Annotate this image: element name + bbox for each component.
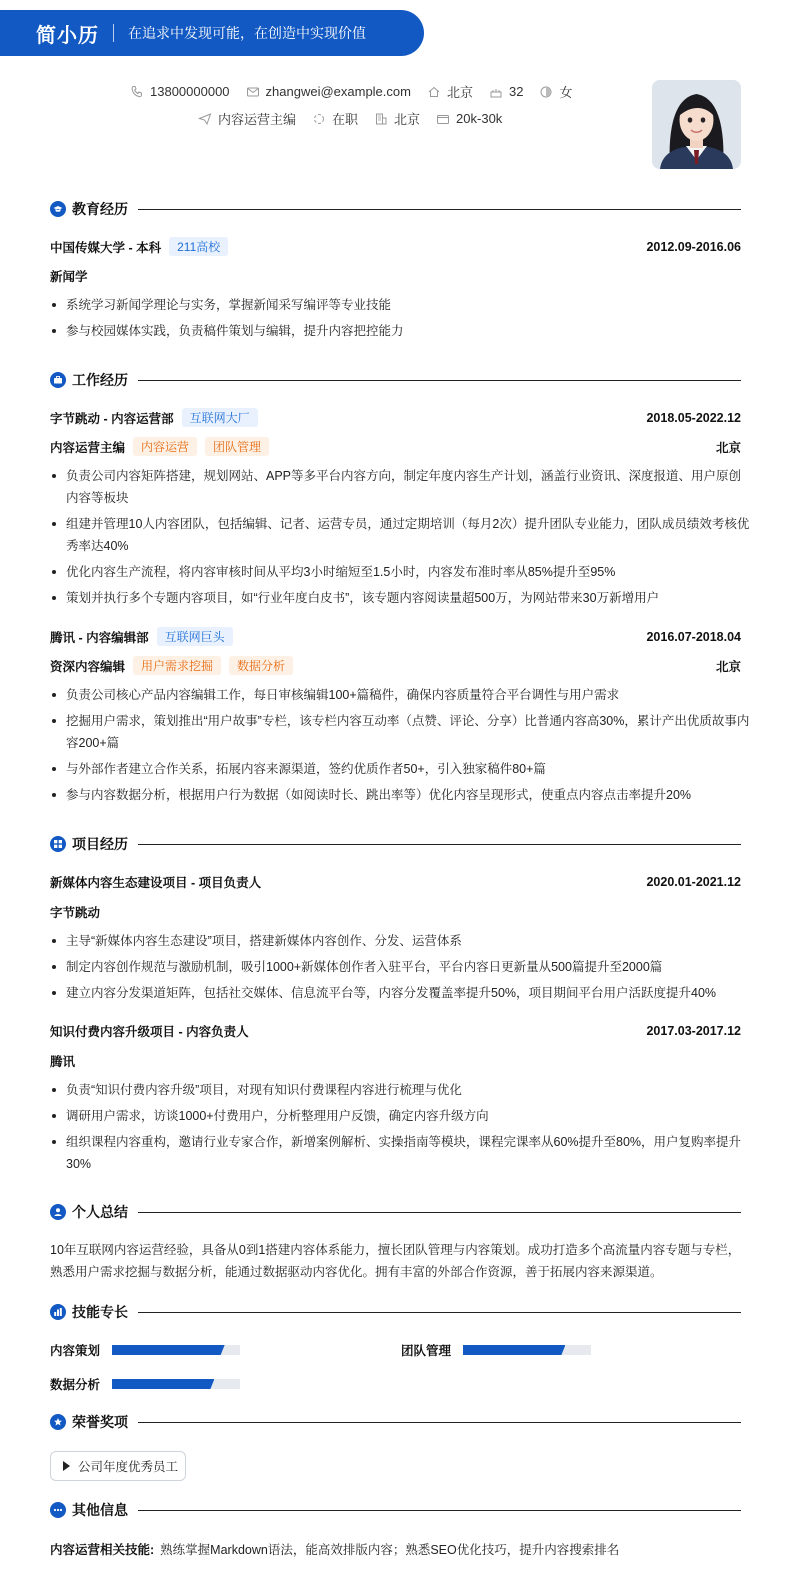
section-divider: [138, 1422, 741, 1423]
project-date: 2017.03-2017.12: [646, 1024, 741, 1038]
skill-bar-fill: [112, 1345, 225, 1355]
skill-name: 数据分析: [50, 1378, 101, 1392]
section-divider: [138, 1212, 741, 1213]
list-item: 优化内容生产流程，将内容审核时间从平均3小时缩短至1.5小时，内容发布准时率从85%提升至95%: [50, 561, 750, 583]
contact-age: [489, 84, 523, 99]
contact-status: [312, 109, 358, 128]
gender-icon: [539, 85, 553, 99]
medal-icon: [50, 1414, 66, 1430]
list-item: 参与校园媒体实践，负责稿件策划与编辑，提升内容把控能力: [50, 320, 750, 342]
contact-salary: [436, 111, 502, 126]
skill-name: 团队管理: [401, 1344, 452, 1358]
avatar: [652, 80, 741, 169]
phone-text: 13800000000: [150, 84, 230, 99]
send-icon: [198, 112, 212, 126]
skill-name: 内容策划: [50, 1344, 101, 1358]
work-2-header: [50, 627, 741, 646]
more-icon: [50, 1502, 66, 1518]
briefcase-icon: [50, 372, 66, 388]
gender-text: 女: [559, 85, 573, 100]
role-tag: 团队管理: [205, 437, 269, 456]
work-city-text: 北京: [394, 112, 421, 127]
cake-icon: [489, 85, 503, 99]
wallet-icon: [436, 112, 450, 126]
skill-bar: [112, 1345, 240, 1355]
award-item[interactable]: [50, 1451, 186, 1481]
other-text: 熟练掌握Markdown语法，能高效排版内容；熟悉SEO优化技巧，提升内容搜索排名: [160, 1543, 620, 1557]
section-education: [50, 199, 741, 219]
candidate-name: 简小历: [36, 24, 99, 47]
section-summary: [50, 1202, 741, 1222]
education-major-row: [50, 267, 741, 285]
project-org: 腾讯: [50, 1055, 76, 1069]
user-icon: [50, 1204, 66, 1220]
skill-bar-fill: [463, 1345, 565, 1355]
project-1-org: [50, 903, 741, 921]
education-header: [50, 237, 741, 256]
award-text: 公司年度优秀员工: [78, 1460, 179, 1474]
list-item: 负责“知识付费内容升级”项目，对现有知识付费课程内容进行梳理与优化: [50, 1079, 750, 1101]
project-1-header: [50, 873, 741, 891]
project-title: 新媒体内容生态建设项目 - 项目负责人: [50, 876, 262, 890]
school-name: 中国传媒大学 - 本科: [50, 240, 162, 255]
status-text: 在职: [332, 112, 359, 127]
contact-work-city: [374, 109, 420, 128]
role-tag: 数据分析: [229, 656, 293, 675]
email-text: zhangwei@example.com: [265, 84, 411, 99]
status-icon: [312, 112, 326, 126]
header-banner: [0, 10, 424, 56]
list-item: 组建并管理10人内容团队，包括编辑、记者、运营专员，通过定期培训（每月2次）提升团队专业能力，团队成员绩效考核优秀率达40%: [50, 513, 750, 557]
project-2-header: [50, 1022, 741, 1040]
list-item: 挖掘用户需求，策划推出“用户故事”专栏，该专栏内容互动率（点赞、评论、分享）比普通内容高30%，累计产出优质故事内容200+篇: [50, 710, 750, 754]
section-divider: [138, 380, 741, 381]
school-tag: 211高校: [169, 237, 228, 256]
skill-bar: [112, 1379, 240, 1389]
project-title: 知识付费内容升级项目 - 内容负责人: [50, 1025, 249, 1039]
contact-phone: [130, 84, 230, 99]
contact-email: [246, 84, 411, 99]
list-item: 与外部作者建立合作关系，拓展内容来源渠道，签约优质作者50+，引入独家稿件80+篇: [50, 758, 750, 780]
role-tag: 内容运营: [133, 437, 197, 456]
skill-bar-fill: [112, 1379, 214, 1389]
list-item: 负责公司核心产品内容编辑工作，每日审核编辑100+篇稿件，确保内容质量符合平台调性与用户需求: [50, 684, 750, 706]
project-date: 2020.01-2021.12: [646, 875, 741, 889]
section-work: [50, 370, 741, 390]
education-date: 2012.09-2016.06: [646, 239, 741, 254]
list-item: 负责公司内容矩阵搭建，规划网站、APP等多平台内容方向，制定年度内容生产计划，涵盖行业资讯、深度报道、用户原创内容等板块: [50, 465, 750, 509]
section-skills: [50, 1302, 741, 1322]
contact-row-1: [130, 82, 588, 101]
section-awards: [50, 1412, 741, 1432]
summary-text: 10年互联网内容运营经验，具备从0到1搭建内容体系能力，擅长团队管理与内容策划。成功打造多个高流量内容专题与专栏，熟悉用户需求挖掘与数据分析，能通过数据驱动内容优化。拥有丰富的外部合作资源，善于拓展内容来源渠道。: [50, 1243, 741, 1279]
role-tag: 用户需求挖掘: [133, 656, 221, 675]
slogan: 在追求中发现可能，在创造中实现价值: [128, 25, 366, 41]
avatar-portrait: [652, 80, 741, 169]
section-title: 其他信息: [72, 1502, 128, 1518]
other-info-row: [50, 1540, 741, 1558]
project-org: 字节跳动: [50, 906, 101, 920]
section-other: [50, 1500, 741, 1520]
grid-icon: [50, 836, 66, 852]
list-item: 制定内容创作规范与激励机制，吸引1000+新媒体创作者入驻平台，平台内容日更新量从500篇提升至2000篇: [50, 956, 750, 978]
banner-divider: [113, 24, 114, 42]
other-label: 内容运营相关技能:: [50, 1543, 155, 1557]
section-title: 荣誉奖项: [72, 1414, 128, 1430]
section-title: 技能专长: [72, 1304, 128, 1320]
bar-chart-icon: [50, 1304, 66, 1320]
contact-row-2: [198, 109, 518, 128]
project-2-org: [50, 1052, 741, 1070]
list-item: 组织课程内容重构，邀请行业专家合作，新增案例解析、实操指南等模块，课程完课率从60%提升至80%，用户复购率提升30%: [50, 1131, 750, 1175]
job-title-text: 内容运营主编: [218, 112, 297, 127]
work-date: 2016.07-2018.04: [646, 629, 741, 644]
education-major: 新闻学: [50, 270, 88, 284]
role-title: 内容运营主编: [50, 440, 126, 455]
company-tag: 互联网巨头: [157, 627, 233, 646]
skill-bar: [463, 1345, 591, 1355]
section-divider: [138, 1312, 741, 1313]
skill-item: [401, 1341, 591, 1359]
section-projects: [50, 834, 741, 854]
salary-text: 20k-30k: [456, 111, 503, 126]
section-divider: [138, 1510, 741, 1511]
list-item: 参与内容数据分析，根据用户行为数据（如阅读时长、跳出率等）优化内容呈现形式，使重点内容点击率提升20%: [50, 784, 750, 806]
mail-icon: [246, 85, 260, 99]
section-divider: [138, 844, 741, 845]
triangle-right-icon: [63, 1461, 70, 1471]
skill-item: [50, 1341, 240, 1359]
phone-icon: [130, 85, 144, 99]
company-name: 字节跳动 - 内容运营部: [50, 411, 174, 426]
work-date: 2018.05-2022.12: [646, 410, 741, 425]
age-text: 32: [508, 84, 524, 99]
building-icon: [374, 112, 388, 126]
skill-item: [50, 1375, 240, 1393]
list-item: 调研用户需求，访谈1000+付费用户，分析整理用户反馈，确定内容升级方向: [50, 1105, 750, 1127]
home-icon: [427, 85, 441, 99]
work-2-role: [50, 656, 741, 675]
contact-gender: [539, 82, 572, 101]
contact-job: [198, 109, 296, 128]
work-1-role: [50, 437, 741, 456]
section-title: 个人总结: [72, 1204, 128, 1220]
list-item: 主导“新媒体内容生态建设”项目，搭建新媒体内容创作、分发、运营体系: [50, 930, 750, 952]
role-title: 资深内容编辑: [50, 659, 126, 674]
city-text: 北京: [446, 85, 473, 100]
company-name: 腾讯 - 内容编辑部: [50, 630, 149, 645]
section-title: 项目经历: [72, 836, 128, 852]
list-item: 策划并执行多个专题内容项目，如“行业年度白皮书”，该专题内容阅读量超500万，为网站带来30万新增用户: [50, 587, 750, 609]
list-item: 系统学习新闻学理论与实务，掌握新闻采写编评等专业技能: [50, 294, 750, 316]
graduation-cap-icon: [50, 201, 66, 217]
section-divider: [138, 209, 741, 210]
work-location: 北京: [715, 440, 741, 455]
company-tag: 互联网大厂: [182, 408, 258, 427]
section-title: 教育经历: [72, 201, 128, 217]
work-location: 北京: [715, 659, 741, 674]
section-title: 工作经历: [72, 372, 128, 388]
work-1-header: [50, 408, 741, 427]
contact-city: [427, 82, 473, 101]
list-item: 建立内容分发渠道矩阵，包括社交媒体、信息流平台等，内容分发覆盖率提升50%，项目期间平台用户活跃度提升40%: [50, 982, 750, 1004]
